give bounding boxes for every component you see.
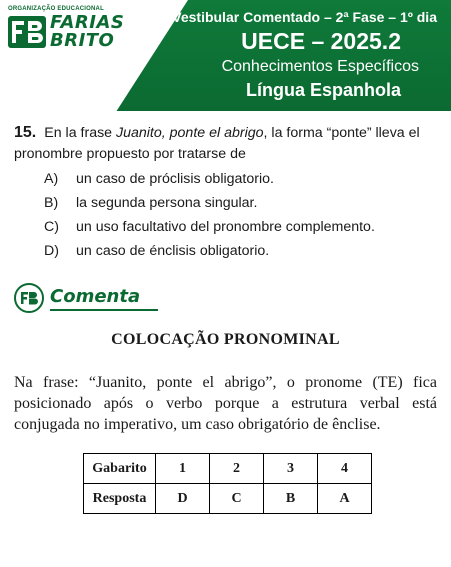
exam-subtitle: Vestibular Comentado – 2ª Fase – 1º dia [172, 9, 437, 25]
option-b [44, 191, 375, 215]
comment-text: Na frase: “Juanito, ponte el abrigo”, o pronome (TE) fica posicionado após o verbo porque a estrutura verbal está conjugada no imperativo, um caso obrigatório de ênclise. [14, 374, 437, 433]
comenta-underline [50, 309, 158, 311]
logo-wordmark-line2: BRITO [50, 30, 115, 51]
table-cell: 1 [156, 454, 210, 484]
comenta-heading [14, 283, 174, 313]
option-text: la segunda persona singular. [76, 195, 258, 211]
option-text: un caso de próclisis obligatorio. [76, 171, 274, 187]
option-c [44, 215, 375, 239]
answer-table [83, 453, 372, 514]
option-a [44, 167, 375, 191]
table-cell: 3 [264, 454, 318, 484]
comenta-logo-icon [14, 283, 44, 313]
question-text-after: , la forma “ponte” lleva el pronombre propuesto por tratarse de [14, 125, 420, 162]
question-text-before: En la frase [44, 125, 117, 141]
exam-title: UECE – 2025.2 [241, 28, 401, 54]
table-cell: 2 [210, 454, 264, 484]
table-row [84, 454, 372, 484]
logo-wordmark [50, 14, 124, 50]
option-d [44, 239, 375, 263]
table-row [84, 484, 372, 514]
option-letter: C) [44, 219, 59, 235]
option-text: un uso facultativo del pronombre complemento. [76, 219, 375, 235]
fb-logo-icon [8, 16, 46, 48]
comenta-label: Comenta [50, 286, 141, 307]
logo-org-text: ORGANIZAÇÃO EDUCACIONAL [8, 6, 104, 12]
option-text: un caso de énclisis obligatorio. [76, 243, 270, 259]
option-letter: A) [44, 171, 59, 187]
comment-title: COLOCAÇÃO PRONOMINAL [111, 331, 340, 348]
exam-section: Conhecimentos Específicos [221, 58, 419, 75]
option-letter: D) [44, 243, 59, 259]
option-letter: B) [44, 195, 59, 211]
table-cell: B [264, 484, 318, 514]
table-cell: C [210, 484, 264, 514]
exam-subject: Língua Espanhola [245, 80, 401, 100]
question-text-italic: Juanito, ponte el abrigo [116, 125, 264, 141]
table-header-cell: Gabarito [84, 454, 156, 484]
table-header-cell: Resposta [84, 484, 156, 514]
question-options [44, 167, 375, 263]
table-cell: 4 [318, 454, 372, 484]
table-cell: A [318, 484, 372, 514]
logo-wordmark-line1: FARIAS [50, 12, 125, 33]
question-stem [14, 122, 439, 165]
question-number: 15. [14, 124, 37, 141]
table-cell: D [156, 484, 210, 514]
